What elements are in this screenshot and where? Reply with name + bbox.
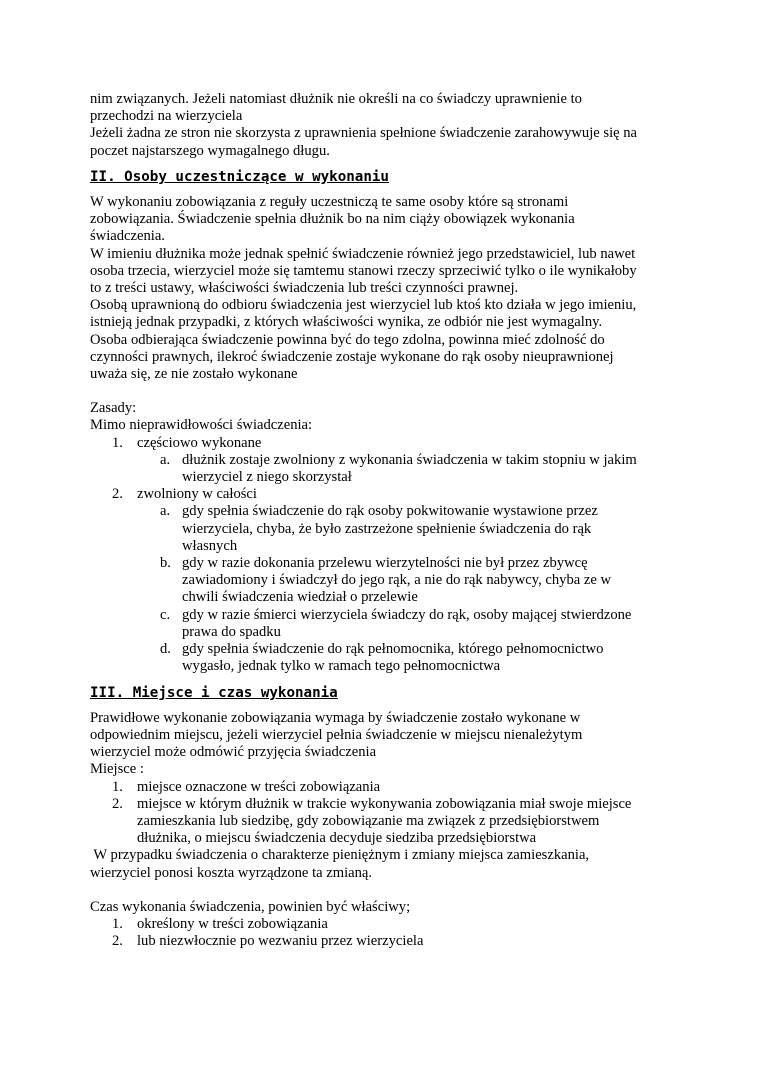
document-page <box>90 91 680 950</box>
text-line: wierzyciel może odmówić przyjęcia świadczenia <box>90 744 377 761</box>
text-line: gdy w razie dokonania przelewu wierzytelności nie był przez zbywcę <box>182 555 588 572</box>
text-line: miejsce oznaczone w treści zobowiązania <box>137 778 381 795</box>
list-marker: d. <box>160 641 171 658</box>
place-list <box>90 779 680 848</box>
text-line: miejsce w którym dłużnik w trakcie wykonywania zobowiązania miał swoje miejsce <box>137 795 632 812</box>
text-line: istnieją jednak przypadki, z których właściwości wynika, ze odbiór nie jest wymagalny. <box>90 314 603 331</box>
text-line: poczet najstarszego wymagalnego długu. <box>90 142 330 159</box>
list-item <box>90 796 680 848</box>
text-line: wierzyciel z niego skorzystał <box>182 469 352 486</box>
text-line: osoba trzecia, wierzyciel może się tamtemu stanowi rzeczy sprzeciwić tylko o ile wynikałoby <box>90 262 637 279</box>
text-line: wygasło, jednak tylko w ramach tego pełnomocnictwa <box>182 658 501 675</box>
list-marker: a. <box>160 503 171 520</box>
sub-list <box>137 452 680 486</box>
list-marker: b. <box>160 555 171 572</box>
text-line: odpowiednim miejscu, jeżeli wierzyciel pełnia świadczenie w miejscu nienależytym <box>90 726 583 743</box>
text-line: Prawidłowe wykonanie zobowiązania wymaga by świadczenie zostało wykonane w <box>90 709 581 726</box>
time-intro: Czas wykonania świadczenia, powinien być właściwy; <box>90 898 411 915</box>
text-line: Osobą uprawnioną do odbioru świadczenia jest wierzyciel lub ktoś kto działa w jego imieniu, <box>90 297 637 314</box>
time-list <box>90 916 680 950</box>
list-item <box>90 486 680 675</box>
list-item-label: częściowo wykonane <box>137 434 262 451</box>
list-marker: 1. <box>112 434 123 451</box>
list-item <box>90 435 680 487</box>
text-line: gdy w razie śmierci wierzyciela świadczy do rąk, osoby mającej stwierdzone <box>182 606 632 623</box>
list-marker: 2. <box>112 486 123 503</box>
sub-list-item <box>90 641 680 675</box>
list-marker: a. <box>160 451 171 468</box>
blank-line <box>90 383 680 400</box>
text-line: uważa się, ze nie zostało wykonane <box>90 366 298 383</box>
text-line: lub niezwłocznie po wezwaniu przez wierzyciela <box>137 933 424 950</box>
text-line: czynności prawnych, ilekroć świadczenie zostaje wykonane do rąk osoby nieuprawnionej <box>90 348 614 365</box>
sub-list-item <box>90 503 680 555</box>
rules-label: Zasady: <box>90 400 137 417</box>
list-item <box>90 933 680 950</box>
text-line: wierzyciel ponosi koszta wyrządzone ta zmianą. <box>90 864 373 881</box>
section-heading-participants: II. Osoby uczestniczące w wykonaniu <box>90 168 389 185</box>
text-line: gdy spełnia świadczenie do rąk pełnomocnika, którego pełnomocnictwo <box>182 641 604 658</box>
text-line: W wykonaniu zobowiązania z reguły uczestniczą te same osoby które są stronami <box>90 194 569 211</box>
text-line: określony w treści zobowiązania <box>137 915 328 932</box>
rules-list <box>90 435 680 676</box>
sub-list <box>137 503 680 675</box>
text-line: dłużnika, o miejscu świadczenia decyduje siedziba przedsiębiorstwa <box>137 830 537 847</box>
text-line: prawa do spadku <box>182 623 281 640</box>
text-line: zawiadomiony i świadczył do jego rąk, a nie do rąk nabywcy, chyba ze w <box>182 572 612 589</box>
list-marker: 2. <box>112 933 123 950</box>
text-line: nim związanych. Jeżeli natomiast dłużnik nie określi na co świadczy uprawnienie to <box>90 91 582 107</box>
intro-paragraph <box>90 91 680 160</box>
text-line: chwili świadczenia wiedział o przelewie <box>182 589 418 606</box>
text-line: to z treści ustawy, właściwości świadczenia lub treści czynności prawnej. <box>90 280 519 297</box>
monetary-paragraph <box>90 847 680 881</box>
text-line: Osoba odbierająca świadczenie powinna być do tego zdolna, powinna mieć zdolność do <box>90 331 605 348</box>
text-line: własnych <box>182 537 238 554</box>
sub-list-item <box>90 555 680 607</box>
text-line: zobowiązania. Świadczenie spełnia dłużnik bo na nim ciąży obowiązek wykonania <box>90 211 575 228</box>
list-item <box>90 779 680 796</box>
rules-intro: Mimo nieprawidłowości świadczenia: <box>90 417 313 434</box>
text-line: przechodzi na wierzyciela <box>90 108 243 125</box>
text-line: świadczenia. <box>90 228 165 245</box>
text-line: dłużnik zostaje zwolniony z wykonania świadczenia w takim stopniu w jakim <box>182 451 637 468</box>
blank-line <box>90 882 680 899</box>
text-line: gdy spełnia świadczenie do rąk osoby pokwitowanie wystawione przez <box>182 503 598 520</box>
section-heading-place-time: III. Miejsce i czas wykonania <box>90 684 338 701</box>
text-line: wierzyciela, chyba, że było zastrzeżone spełnienie świadczenia do rąk <box>182 520 592 537</box>
list-marker: c. <box>160 606 171 623</box>
list-marker: 1. <box>112 778 123 795</box>
list-item-label: zwolniony w całości <box>137 486 257 503</box>
list-item <box>90 916 680 933</box>
sub-list-item <box>90 607 680 641</box>
sub-list-item <box>90 452 680 486</box>
text-line: W przypadku świadczenia o charakterze pieniężnym i zmiany miejsca zamieszkania, <box>90 847 590 864</box>
text-line: W imieniu dłużnika może jednak spełnić świadczenie również jego przedstawiciel, lub nawet <box>90 245 636 262</box>
place-paragraph <box>90 710 680 779</box>
list-marker: 2. <box>112 795 123 812</box>
list-marker: 1. <box>112 915 123 932</box>
text-line: zamieszkania lub siedzibę, gdy zobowiązanie ma związek z przedsiębiorstwem <box>137 812 600 829</box>
text-line: Miejsce : <box>90 761 144 778</box>
text-line: Jeżeli żadna ze stron nie skorzysta z uprawnienia spełnione świadczenie zarahowywuje się na <box>90 125 638 142</box>
participants-paragraph <box>90 194 680 383</box>
